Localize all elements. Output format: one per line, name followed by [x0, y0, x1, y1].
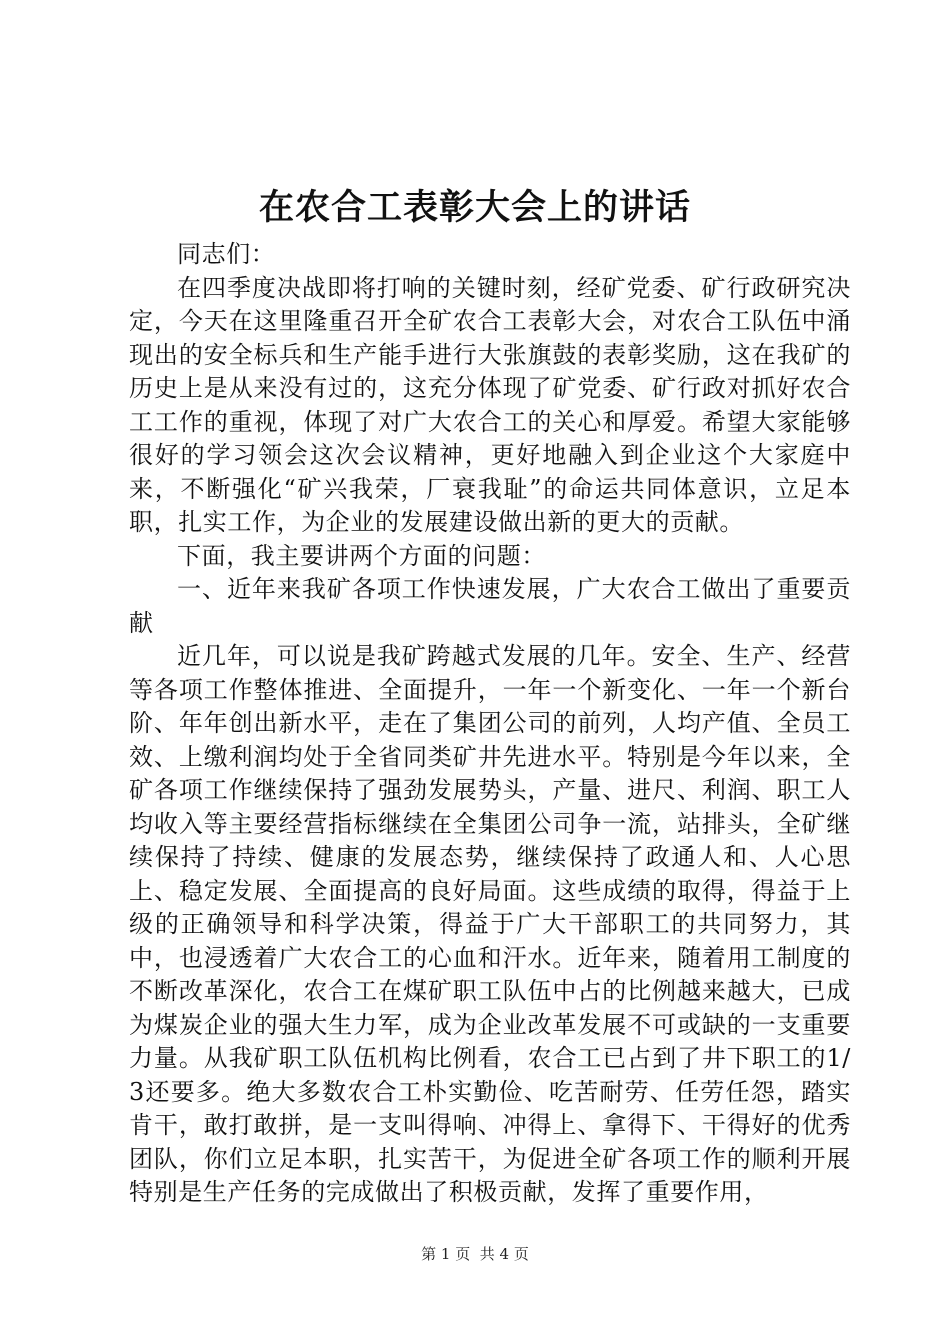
section-heading-one: 一、近年来我矿各项工作快速发展，广大农合工做出了重要贡献 [129, 575, 851, 637]
section-one-paragraph: 近几年，可以说是我矿跨越式发展的几年。安全、生产、经营等各项工作整体推进、全面提升，一年一个新变化、一年一个新台阶、年年创出新水平，走在了集团公司的前列，人均产值、全员工效、上缴利润均处于全省同类矿井先进水平。特别是今年以来，全矿各项工作继续保持了强劲发展势头，产量、进尺、利润、职工人均收入等主要经营指标继续在全集团公司争一流，站排头，全矿继续保持了持续、健康的发展态势，继续保持了政通人和、人心思上、稳定发展、全面提高的良好局面。这些成绩的取得，得益于上级的正确领导和科学决策，得益于广大干部职工的共同努力，其中，也浸透着广大农合工的心血和汗水。近年来，随着用工制度的不断改革深化，农合工在煤矿职工队伍中占的比例越来越大，已成为煤炭企业的强大生力军，成为企业改革发展不可或缺的一支重要力量。从我矿职工队伍机构比例看，农合工已占到了井下职工的1/3还要多。绝大多数农合工朴实勤俭、吃苦耐劳、任劳任怨，踏实肯干，敢打敢拼，是一支叫得响、冲得上、拿得下、干得好的优秀团队，你们立足本职，扎实苦干，为促进全矿各项工作的顺利开展特别是生产任务的完成做出了积极贡献，发挥了重要作用， [129, 642, 851, 1206]
page-footer [0, 1244, 950, 1264]
document-body [129, 238, 851, 1210]
opening-paragraph: 在四季度决战即将打响的关键时刻，经矿党委、矿行政研究决定，今天在这里隆重召开全矿农合工表彰大会，对农合工队伍中涌现出的安全标兵和生产能手进行大张旗鼓的表彰奖励，这在我矿的历史上是从来没有过的，这充分体现了矿党委、矿行政对抓好农合工工作的重视，体现了对广大农合工的关心和厚爱。希望大家能够很好的学习领会这次会议精神，更好地融入到企业这个大家庭中来，不断强化“矿兴我荣，厂衰我耻”的命运共同体意识，立足本职，扎实工作，为企业的发展建设做出新的更大的贡献。 [129, 273, 851, 536]
document-title: 在农合工表彰大会上的讲话 [258, 187, 691, 228]
salutation-paragraph: 同志们： [177, 240, 276, 268]
page-number: 第 1 页 [421, 1245, 471, 1263]
page-total: 共 4 页 [479, 1245, 529, 1263]
outline-paragraph: 下面，我主要讲两个方面的问题： [177, 541, 546, 570]
